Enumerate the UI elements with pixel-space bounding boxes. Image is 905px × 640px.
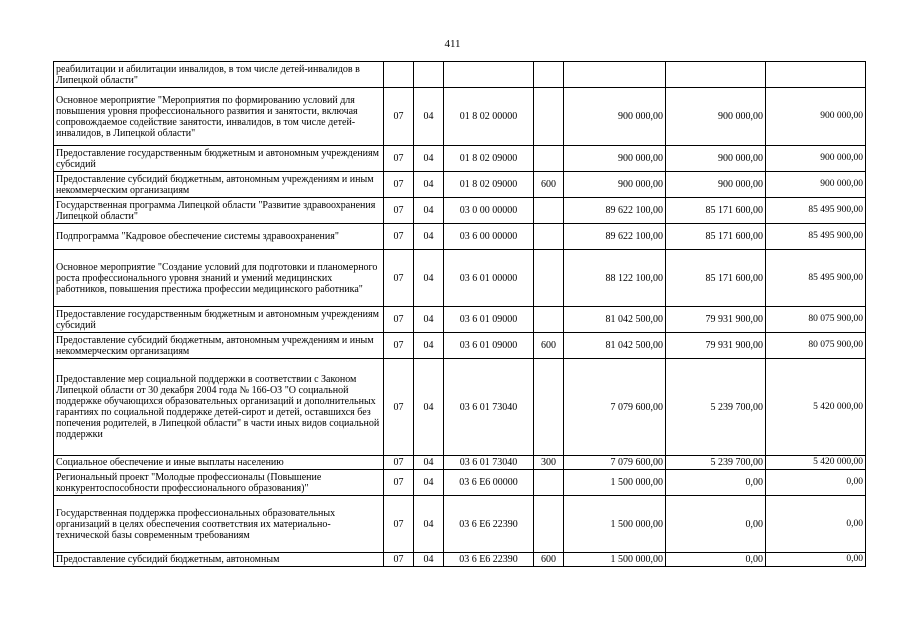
expense-type-cell [534, 307, 564, 333]
section-code-cell: 07 [384, 88, 414, 146]
target-article-cell: 03 6 01 73040 [444, 456, 534, 470]
expense-type-cell: 300 [534, 456, 564, 470]
amount-year1-cell: 900 000,00 [564, 172, 666, 198]
target-article-cell: 01 8 02 09000 [444, 146, 534, 172]
target-article-cell: 03 6 E6 22390 [444, 553, 534, 567]
table-row [54, 456, 866, 470]
target-article-cell: 01 8 02 09000 [444, 172, 534, 198]
amount-year1-cell: 1 500 000,00 [564, 553, 666, 567]
subsection-code-cell: 04 [414, 333, 444, 359]
budget-table-body [54, 62, 866, 567]
expense-type-cell [534, 250, 564, 307]
expense-type-cell: 600 [534, 172, 564, 198]
amount-year2-cell: 0,00 [666, 553, 766, 567]
amount-year2-cell: 0,00 [666, 496, 766, 553]
target-article-cell: 03 6 01 00000 [444, 250, 534, 307]
table-row [54, 333, 866, 359]
expense-type-cell [534, 224, 564, 250]
expense-type-cell [534, 62, 564, 88]
table-row [54, 88, 866, 146]
row-name-cell: Основное мероприятие "Мероприятия по формированию условий для повышения уровня профессионального развития и занятости, включая сопровождаемое содействие занятости, инвалидов, в том числе детей-инвалидов, в Липецкой области" [54, 88, 384, 146]
section-code-cell: 07 [384, 470, 414, 496]
subsection-code-cell [414, 62, 444, 88]
table-row [54, 553, 866, 567]
section-code-cell: 07 [384, 172, 414, 198]
page-number: 411 [444, 38, 461, 50]
table-row [54, 146, 866, 172]
row-name-cell: Социальное обеспечение и иные выплаты населению [54, 456, 384, 470]
amount-year3-cell: 5 420 000,00 [766, 359, 866, 456]
amount-year3-cell: 85 495 900,00 [766, 224, 866, 250]
row-name-cell: реабилитации и абилитации инвалидов, в том числе детей-инвалидов в Липецкой области" [54, 62, 384, 88]
expense-type-cell [534, 470, 564, 496]
table-row [54, 198, 866, 224]
amount-year1-cell: 900 000,00 [564, 146, 666, 172]
row-name-cell: Региональный проект "Молодые профессионалы (Повышение конкурентоспособности профессионального образования)" [54, 470, 384, 496]
row-name-cell: Основное мероприятие "Создание условий для подготовки и планомерного роста профессионального уровня знаний и умений медицинских работников, повышения престижа профессии медицинского работника" [54, 250, 384, 307]
table-row [54, 470, 866, 496]
amount-year3-cell: 900 000,00 [766, 172, 866, 198]
amount-year3-cell: 85 495 900,00 [766, 198, 866, 224]
row-name-cell: Предоставление субсидий бюджетным, автономным учреждениям и иным некоммерческим организациям [54, 333, 384, 359]
amount-year3-cell: 85 495 900,00 [766, 250, 866, 307]
row-name-cell: Предоставление субсидий бюджетным, автономным [54, 553, 384, 567]
amount-year1-cell: 1 500 000,00 [564, 496, 666, 553]
amount-year2-cell: 5 239 700,00 [666, 456, 766, 470]
amount-year1-cell: 7 079 600,00 [564, 456, 666, 470]
expense-type-cell: 600 [534, 333, 564, 359]
target-article-cell: 03 6 01 09000 [444, 307, 534, 333]
amount-year3-cell: 0,00 [766, 553, 866, 567]
section-code-cell: 07 [384, 553, 414, 567]
amount-year2-cell: 79 931 900,00 [666, 333, 766, 359]
expense-type-cell [534, 88, 564, 146]
subsection-code-cell: 04 [414, 172, 444, 198]
amount-year3-cell: 900 000,00 [766, 146, 866, 172]
amount-year3-cell: 900 000,00 [766, 88, 866, 146]
subsection-code-cell: 04 [414, 224, 444, 250]
row-name-cell: Предоставление государственным бюджетным и автономным учреждениям субсидий [54, 307, 384, 333]
amount-year2-cell: 900 000,00 [666, 146, 766, 172]
amount-year1-cell: 81 042 500,00 [564, 333, 666, 359]
target-article-cell: 03 6 01 73040 [444, 359, 534, 456]
row-name-cell: Государственная программа Липецкой области "Развитие здравоохранения Липецкой области" [54, 198, 384, 224]
subsection-code-cell: 04 [414, 553, 444, 567]
subsection-code-cell: 04 [414, 456, 444, 470]
amount-year2-cell: 79 931 900,00 [666, 307, 766, 333]
expense-type-cell: 600 [534, 553, 564, 567]
row-name-cell: Предоставление субсидий бюджетным, автономным учреждениям и иным некоммерческим организациям [54, 172, 384, 198]
amount-year2-cell: 85 171 600,00 [666, 250, 766, 307]
table-row [54, 250, 866, 307]
subsection-code-cell: 04 [414, 198, 444, 224]
subsection-code-cell: 04 [414, 146, 444, 172]
section-code-cell: 07 [384, 496, 414, 553]
amount-year2-cell: 85 171 600,00 [666, 224, 766, 250]
row-name-cell: Государственная поддержка профессиональных образовательных организаций в целях обеспечения соответствия их материально-технической базы современным требованиям [54, 496, 384, 553]
table-row [54, 224, 866, 250]
amount-year1-cell: 7 079 600,00 [564, 359, 666, 456]
target-article-cell: 03 6 00 00000 [444, 224, 534, 250]
budget-table [53, 61, 866, 567]
amount-year2-cell: 5 239 700,00 [666, 359, 766, 456]
expense-type-cell [534, 496, 564, 553]
subsection-code-cell: 04 [414, 470, 444, 496]
row-name-cell: Подпрограмма "Кадровое обеспечение системы здравоохранения" [54, 224, 384, 250]
row-name-cell: Предоставление мер социальной поддержки в соответствии с Законом Липецкой области от 30 декабря 2004 года № 166-ОЗ "О социальной поддержке обучающихся образовательных организаций и дополнительных гарантиях по социальной поддержке детей-сирот и детей, оставшихся без попечения родителей, в Липецкой области" в части иных видов социальной поддержки [54, 359, 384, 456]
table-row [54, 307, 866, 333]
target-article-cell [444, 62, 534, 88]
amount-year1-cell: 88 122 100,00 [564, 250, 666, 307]
subsection-code-cell: 04 [414, 250, 444, 307]
section-code-cell: 07 [384, 307, 414, 333]
section-code-cell [384, 62, 414, 88]
subsection-code-cell: 04 [414, 359, 444, 456]
section-code-cell: 07 [384, 250, 414, 307]
amount-year2-cell: 900 000,00 [666, 172, 766, 198]
section-code-cell: 07 [384, 198, 414, 224]
target-article-cell: 03 0 00 00000 [444, 198, 534, 224]
table-row [54, 496, 866, 553]
section-code-cell: 07 [384, 146, 414, 172]
amount-year1-cell: 89 622 100,00 [564, 224, 666, 250]
amount-year3-cell: 0,00 [766, 496, 866, 553]
target-article-cell: 03 6 E6 00000 [444, 470, 534, 496]
amount-year1-cell [564, 62, 666, 88]
amount-year3-cell: 80 075 900,00 [766, 333, 866, 359]
table-row [54, 62, 866, 88]
amount-year3-cell [766, 62, 866, 88]
amount-year3-cell: 80 075 900,00 [766, 307, 866, 333]
amount-year1-cell: 900 000,00 [564, 88, 666, 146]
amount-year3-cell: 0,00 [766, 470, 866, 496]
subsection-code-cell: 04 [414, 496, 444, 553]
amount-year1-cell: 81 042 500,00 [564, 307, 666, 333]
section-code-cell: 07 [384, 224, 414, 250]
amount-year2-cell: 85 171 600,00 [666, 198, 766, 224]
row-name-cell: Предоставление государственным бюджетным и автономным учреждениям субсидий [54, 146, 384, 172]
amount-year2-cell: 0,00 [666, 470, 766, 496]
section-code-cell: 07 [384, 333, 414, 359]
target-article-cell: 01 8 02 00000 [444, 88, 534, 146]
amount-year2-cell: 900 000,00 [666, 88, 766, 146]
amount-year3-cell: 5 420 000,00 [766, 456, 866, 470]
amount-year1-cell: 89 622 100,00 [564, 198, 666, 224]
target-article-cell: 03 6 01 09000 [444, 333, 534, 359]
subsection-code-cell: 04 [414, 88, 444, 146]
table-row [54, 359, 866, 456]
expense-type-cell [534, 146, 564, 172]
table-row [54, 172, 866, 198]
section-code-cell: 07 [384, 456, 414, 470]
amount-year1-cell: 1 500 000,00 [564, 470, 666, 496]
amount-year2-cell [666, 62, 766, 88]
subsection-code-cell: 04 [414, 307, 444, 333]
expense-type-cell [534, 198, 564, 224]
target-article-cell: 03 6 E6 22390 [444, 496, 534, 553]
section-code-cell: 07 [384, 359, 414, 456]
expense-type-cell [534, 359, 564, 456]
